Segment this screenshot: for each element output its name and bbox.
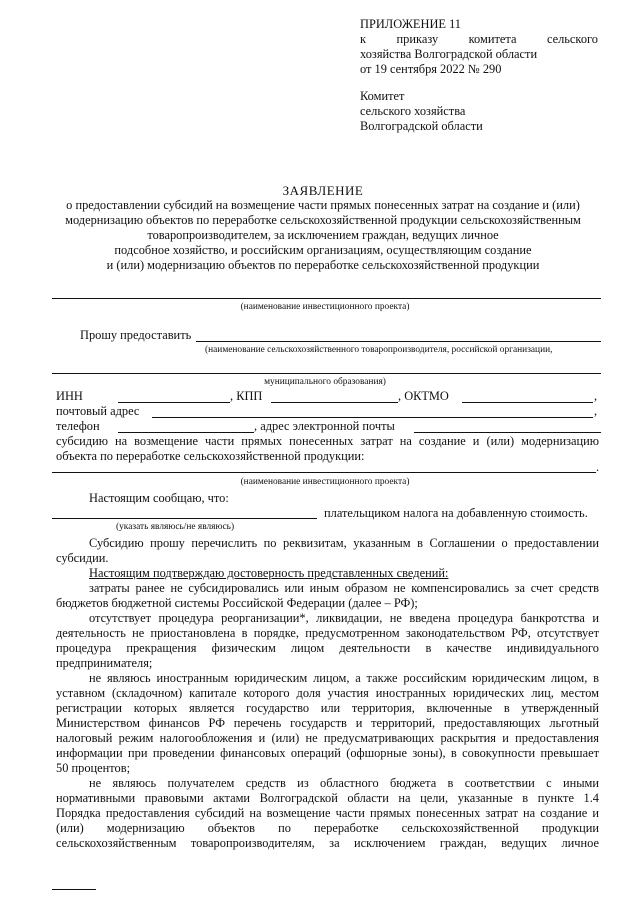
p3-line-6: информации при проведении финансовых операций (офшорные зоны), в совокупности превышает	[56, 746, 599, 760]
project-name-field[interactable]	[52, 298, 601, 299]
email-label: , адрес электронной почты	[254, 419, 395, 433]
addressee-line-1: Комитет	[360, 89, 405, 103]
producer-name-caption: (наименование сельскохозяйственного товаропроизводителя, российской организации,	[205, 345, 553, 355]
inn-label: ИНН	[56, 389, 83, 403]
kpp-field[interactable]	[271, 402, 398, 403]
phone-label: телефон	[56, 419, 100, 433]
kpp-label: , КПП	[230, 389, 263, 403]
transfer-line-2: субсидии.	[56, 551, 109, 565]
p3-line-4: Министерством финансов РФ перечень государств и территорий, предоставляющих льготный	[56, 716, 599, 730]
email-field[interactable]	[414, 432, 601, 433]
vat-status-field[interactable]	[52, 518, 317, 519]
addressee-line-2: сельского хозяйства	[360, 104, 466, 118]
title-line-1: о предоставлении субсидий на возмещение части прямых понесенных затрат на создание и (или)	[66, 198, 580, 212]
project-period: .	[596, 460, 600, 474]
p4-line-4: (или) модернизацию объектов по переработке сельскохозяйственной продукции	[56, 821, 599, 835]
postal-address-field[interactable]	[152, 417, 593, 418]
title-line-3: товаропроизводителем, за исключением граждан, ведущих личное	[147, 228, 499, 242]
p4-line-1: не являюсь получателем средств из областного бюджета в соответствии с иными	[89, 776, 599, 790]
notify-label: Настоящим сообщаю, что:	[89, 491, 229, 505]
appendix-order-line: к приказу комитета сельского	[360, 32, 598, 46]
p3-line-5: налоговый режим налогообложения и (или) не предусматривающих раскрытия и предоставления	[56, 731, 599, 745]
p4-line-2: нормативными правовыми актами Волгоградской области на цели, указанные в пункте 1.4	[56, 791, 599, 805]
producer-name-field[interactable]	[196, 341, 601, 342]
confirm-heading: Настоящим подтверждаю достоверность представленных сведений:	[89, 566, 449, 580]
appendix-committee-line: хозяйства Волгоградской области	[360, 47, 538, 61]
addressee-line-3: Волгоградской области	[360, 119, 483, 133]
document-title: ЗАЯВЛЕНИЕ	[282, 183, 364, 198]
p4-line-3: Порядка предоставления субсидий на возмещение части прямых понесенных затрат на создание и	[56, 806, 599, 820]
p1-line-2: бюджетов бюджетной системы Российской Федерации (далее – РФ);	[56, 596, 418, 610]
oktmo-field[interactable]	[462, 402, 593, 403]
project-name-caption: (наименование инвестиционного проекта)	[240, 302, 410, 312]
subsidy-text-line-1: субсидию на возмещение части прямых понесенных затрат на создание и (или) модернизацию	[56, 434, 599, 448]
vat-caption: (указать являюсь/не являюсь)	[116, 522, 235, 532]
transfer-line-1: Субсидию прошу перечислить по реквизитам, указанным в Соглашении о предоставлении	[89, 536, 599, 550]
p2-line-2: деятельность не приостановлена в порядке, предусмотренном законодательством РФ, отсутствует	[56, 626, 599, 640]
appendix-number: ПРИЛОЖЕНИЕ 11	[360, 17, 461, 31]
municipal-caption: муниципального образования)	[264, 377, 386, 387]
producer-name-field-2[interactable]	[52, 373, 601, 374]
appendix-date-line: от 19 сентября 2022 № 290	[360, 62, 502, 76]
request-label: Прошу предоставить	[80, 328, 192, 342]
vat-text: плательщиком налога на добавленную стоимость.	[324, 506, 588, 520]
p3-line-2: уставном (складочном) капитале которого доля участия иностранных юридических лиц, местом	[56, 686, 599, 700]
footnote-separator	[52, 889, 96, 890]
project-name-field-2[interactable]	[52, 472, 596, 473]
p1-line-1: затраты ранее не субсидировались или иным образом не компенсировались за счет средств	[89, 581, 599, 595]
title-line-5: и (или) модернизацию объектов по переработке сельскохозяйственной продукции	[106, 258, 540, 272]
p3-line-7: 50 процентов;	[56, 761, 131, 775]
address-comma: ,	[594, 404, 598, 418]
oktmo-label: , ОКТМО	[398, 389, 449, 403]
project-name-caption-2: (наименование инвестиционного проекта)	[240, 477, 410, 487]
p3-line-1: не являюсь иностранным юридическим лицом, а также российским юридическим лицом, в	[89, 671, 599, 685]
p2-line-1: отсутствует процедура реорганизации*, ликвидации, не введена процедура банкротства и	[89, 611, 599, 625]
p3-line-3: регистрации которых является государство или территория, включенные в утвержденный	[56, 701, 599, 715]
phone-field[interactable]	[118, 432, 254, 433]
p2-line-3: процедура прекращения физическим лицом деятельности в качестве индивидуального	[56, 641, 599, 655]
title-line-2: модернизацию объектов по переработке сельскохозяйственной продукции сельскохозяйственным	[65, 213, 581, 227]
title-line-4: подсобное хозяйство, и российским организациям, осуществляющим создание	[114, 243, 532, 257]
oktmo-comma: ,	[594, 389, 598, 403]
inn-field[interactable]	[118, 402, 230, 403]
subsidy-text-line-2: объекта по переработке сельскохозяйственной продукции:	[56, 449, 365, 463]
p4-line-5: сельскохозяйственным товаропроизводителям, за исключением граждан, ведущих личное	[56, 836, 599, 850]
p2-line-4: предпринимателя;	[56, 656, 153, 670]
postal-address-label: почтовый адрес	[56, 404, 140, 418]
